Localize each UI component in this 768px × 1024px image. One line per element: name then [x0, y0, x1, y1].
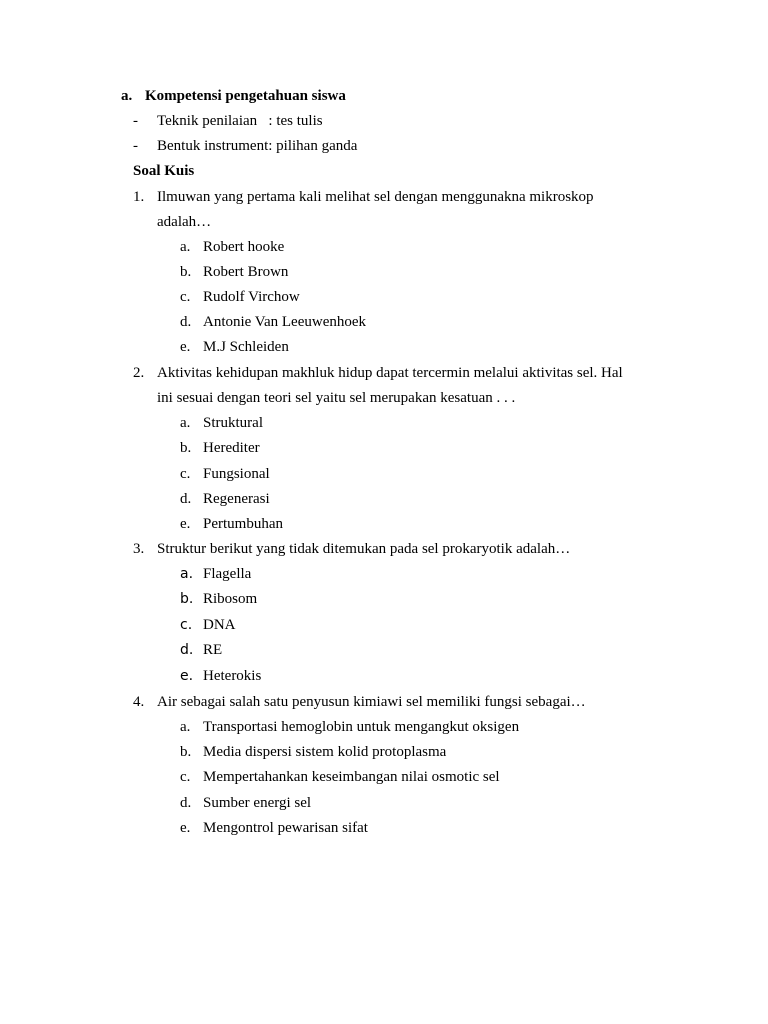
option-text: Mengontrol pewarisan sifat: [203, 820, 368, 836]
question-text: Aktivitas kehidupan makhluk hidup dapat tercermin melalui aktivitas sel. Hal: [157, 365, 623, 381]
question-text: Ilmuwan yang pertama kali melihat sel dengan menggunakna mikroskop: [157, 189, 594, 205]
section-title: Kompetensi pengetahuan siswa: [145, 88, 346, 104]
assessment-technique: Teknik penilaian : tes tulis: [157, 113, 323, 129]
bullet-dash: -: [133, 138, 138, 154]
option-text: Regenerasi: [203, 491, 270, 507]
question-text: ini sesuai dengan teori sel yaitu sel merupakan kesatuan . . .: [157, 390, 516, 406]
option-letter: d.: [180, 491, 192, 507]
question-number: 2.: [133, 365, 145, 381]
option-letter: b.: [180, 744, 192, 760]
option-text: Ribosom: [203, 591, 258, 607]
option-letter: e.: [180, 668, 194, 684]
option-letter: c.: [180, 617, 193, 633]
section-marker: a.: [121, 88, 133, 104]
option-text: M.J Schleiden: [203, 339, 289, 355]
option-text: Pertumbuhan: [203, 516, 283, 532]
option-letter: a.: [180, 239, 191, 255]
option-text: Flagella: [203, 566, 252, 582]
option-letter: c.: [180, 289, 191, 305]
option-text: Heterokis: [203, 668, 262, 684]
option-text: Sumber energi sel: [203, 795, 312, 811]
option-text: Robert hooke: [203, 239, 285, 255]
option-letter: b.: [180, 591, 194, 607]
option-letter: e.: [180, 339, 191, 355]
option-text: Fungsional: [203, 466, 270, 482]
question-text: Air sebagai salah satu penyusun kimiawi sel memiliki fungsi sebagai…: [157, 694, 586, 710]
option-text: DNA: [203, 617, 236, 633]
option-text: Herediter: [203, 440, 260, 456]
option-letter: a.: [180, 566, 194, 582]
option-letter: d.: [180, 795, 192, 811]
question-number: 4.: [133, 694, 145, 710]
question-number: 3.: [133, 541, 145, 557]
option-letter: e.: [180, 820, 191, 836]
option-letter: b.: [180, 264, 192, 280]
bullet-dash: -: [133, 113, 138, 129]
option-text: Media dispersi sistem kolid protoplasma: [203, 744, 447, 760]
option-letter: e.: [180, 516, 191, 532]
option-text: Rudolf Virchow: [203, 289, 300, 305]
option-text: Struktural: [203, 415, 263, 431]
question-text: adalah…: [157, 214, 212, 230]
option-letter: a.: [180, 415, 191, 431]
option-text: Mempertahankan keseimbangan nilai osmotic sel: [203, 769, 500, 785]
question-text: Struktur berikut yang tidak ditemukan pada sel prokaryotik adalah…: [157, 541, 571, 557]
option-text: RE: [203, 642, 223, 658]
option-text: Transportasi hemoglobin untuk mengangkut oksigen: [203, 719, 520, 735]
option-text: Antonie Van Leeuwenhoek: [203, 314, 367, 330]
instrument-form: Bentuk instrument: pilihan ganda: [157, 138, 358, 154]
option-letter: c.: [180, 769, 191, 785]
option-letter: d.: [180, 314, 192, 330]
quiz-title: Soal Kuis: [133, 163, 195, 179]
option-text: Robert Brown: [203, 264, 289, 280]
option-letter: b.: [180, 440, 192, 456]
option-letter: d.: [180, 642, 194, 658]
question-number: 1.: [133, 189, 145, 205]
option-letter: a.: [180, 719, 191, 735]
option-letter: c.: [180, 466, 191, 482]
